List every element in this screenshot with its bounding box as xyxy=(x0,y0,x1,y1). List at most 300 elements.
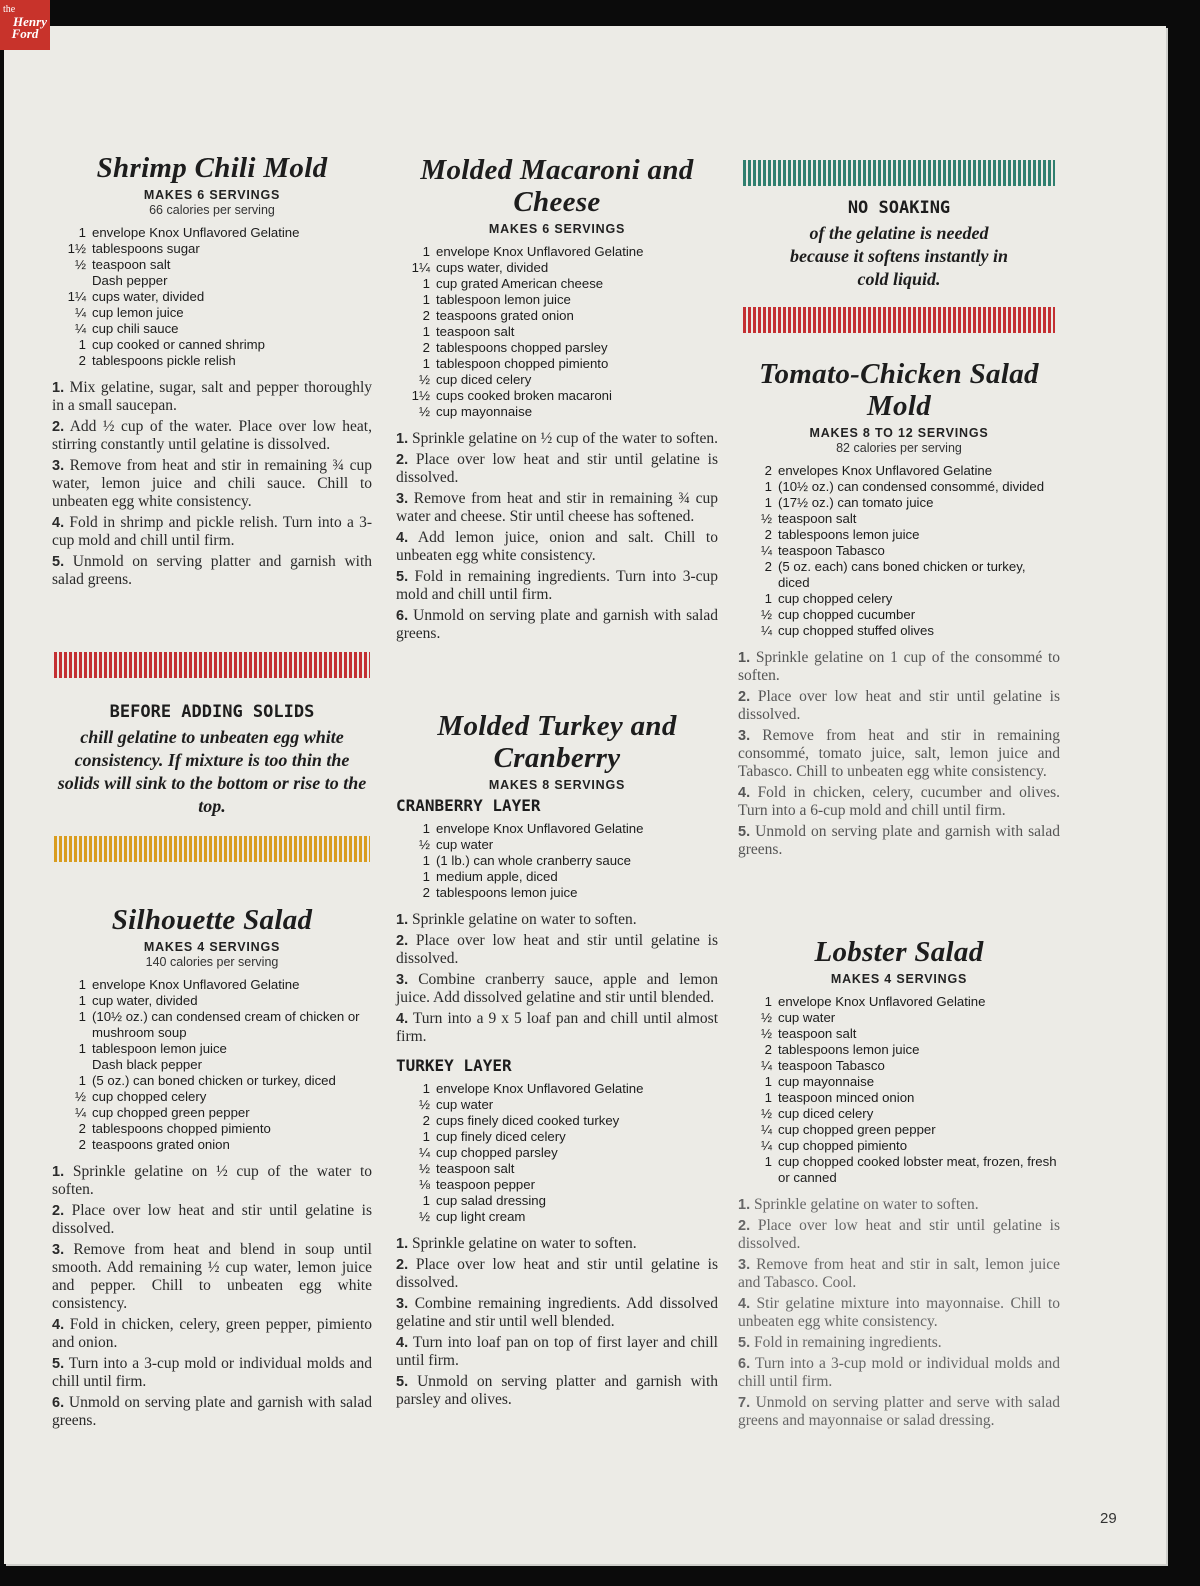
recipe-lobster-salad xyxy=(738,936,1060,1433)
instruction-step xyxy=(396,1235,718,1253)
instruction-step xyxy=(52,514,372,550)
calories-label: 82 calories per serving xyxy=(836,441,962,455)
page-number: 29 xyxy=(1100,1510,1117,1527)
step-number: 4. xyxy=(52,515,65,531)
instruction-step xyxy=(738,688,1060,724)
instruction-step xyxy=(738,1355,1060,1391)
ingredient-row xyxy=(52,353,372,369)
step-text: Sprinkle gelatine on water to soften. xyxy=(411,911,637,928)
ingredient-quantity: 1 xyxy=(78,1073,86,1088)
ingredient-quantity: 2 xyxy=(78,1137,86,1152)
ingredient-quantity: ¼ xyxy=(761,1122,772,1137)
servings-label: MAKES 6 SERVINGS xyxy=(143,188,281,202)
step-text: Remove from heat and blend in soup until smooth. Add remaining ½ cup water, lemon juice and pepper. Chill to unbeaten egg white consistency. xyxy=(52,1241,372,1312)
ingredient-text: (5 oz.) can boned chicken or turkey, diced xyxy=(92,1073,336,1088)
ingredient-quantity: ½ xyxy=(761,511,772,526)
ingredient-row xyxy=(396,837,718,853)
step-text: Combine remaining ingredients. Add dissolved gelatine and stir until well blended. xyxy=(396,1295,718,1330)
ingredient-row xyxy=(52,1121,372,1137)
ingredient-quantity: 1¼ xyxy=(67,289,86,304)
ingredient-row xyxy=(738,1042,1060,1058)
recipe-title: Shrimp Chili Mold xyxy=(96,152,328,184)
layer-heading: CRANBERRY LAYER xyxy=(396,796,541,815)
step-number: 2. xyxy=(738,689,751,705)
ingredient-row xyxy=(396,1113,718,1129)
step-list xyxy=(52,379,372,589)
recipe-title: Molded Turkey and Cranberry xyxy=(437,710,677,774)
instruction-step xyxy=(396,529,718,565)
step-text: Combine cranberry sauce, apple and lemon juice. Add dissolved gelatine and stir until blended. xyxy=(396,971,718,1006)
servings-label: MAKES 8 TO 12 SERVINGS xyxy=(809,426,989,440)
servings-label: MAKES 8 SERVINGS xyxy=(488,778,626,792)
ingredient-text: tablespoons lemon juice xyxy=(778,527,920,542)
ingredient-row xyxy=(396,356,718,372)
instruction-step xyxy=(396,911,718,929)
step-text: Remove from heat and stir in remaining ¾ cup water, lemon juice and chili sauce. Chill to unbeaten egg white consistency. xyxy=(52,457,372,510)
ingredient-quantity: 1 xyxy=(764,591,772,606)
step-text: Fold in remaining ingredients. xyxy=(753,1334,942,1351)
ingredient-quantity: 1 xyxy=(764,1154,772,1169)
step-text: Turn into loaf pan on top of first layer and chill until firm. xyxy=(396,1334,718,1369)
step-text: Unmold on serving platter and garnish with parsley and olives. xyxy=(396,1373,719,1408)
ingredient-text: (17½ oz.) can tomato juice xyxy=(778,495,934,510)
ingredient-row xyxy=(396,260,718,276)
step-number: 6. xyxy=(396,608,409,624)
ingredient-text: medium apple, diced xyxy=(436,869,558,884)
ingredient-quantity: ½ xyxy=(75,1089,86,1104)
instruction-step xyxy=(738,727,1060,781)
ingredient-text: cup chopped pimiento xyxy=(778,1138,908,1153)
step-number: 3. xyxy=(396,1296,409,1312)
ingredient-list xyxy=(52,977,372,1153)
ingredient-text: teaspoon Tabasco xyxy=(778,1058,885,1073)
recipe-shrimp-chili-mold xyxy=(52,152,372,592)
step-text: Place over low heat and stir until gelatine is dissolved. xyxy=(396,451,718,486)
ingredient-row xyxy=(396,308,718,324)
ingredient-row xyxy=(738,1106,1060,1122)
ingredient-text: (10½ oz.) can condensed consommé, divided xyxy=(778,479,1045,494)
step-number: 4. xyxy=(396,1011,409,1027)
step-number: 6. xyxy=(738,1356,751,1372)
ingredient-quantity: 1 xyxy=(764,479,772,494)
step-text: Add lemon juice, onion and salt. Chill to unbeaten egg white consistency. xyxy=(396,529,718,564)
tip-heading: NO SOAKING xyxy=(847,198,951,218)
step-number: 5. xyxy=(52,1356,65,1372)
step-text: Sprinkle gelatine on 1 cup of the consommé to soften. xyxy=(738,649,1061,684)
step-number: 1. xyxy=(52,1164,65,1180)
step-number: 1. xyxy=(396,431,409,447)
step-list xyxy=(396,1235,718,1409)
step-number: 1. xyxy=(738,650,751,666)
logo-line: the xyxy=(3,4,16,15)
ingredient-row xyxy=(396,1097,718,1113)
instruction-step xyxy=(396,490,718,526)
ingredient-text: (5 oz. each) cans boned chicken or turkey, diced xyxy=(778,559,1026,590)
servings-label: MAKES 6 SERVINGS xyxy=(488,222,626,236)
ingredient-row xyxy=(738,463,1060,479)
ingredient-row xyxy=(52,1057,372,1073)
calories-label: 140 calories per serving xyxy=(145,955,279,969)
ingredient-quantity: ¼ xyxy=(75,1105,86,1120)
ingredient-text: envelope Knox Unflavored Gelatine xyxy=(92,225,300,240)
ingredient-list xyxy=(52,225,372,369)
ingredient-text: cup lemon juice xyxy=(92,305,184,320)
ingredient-text: cups cooked broken macaroni xyxy=(436,388,612,403)
ingredient-quantity: 1 xyxy=(78,1009,86,1024)
ingredient-text: cup diced celery xyxy=(436,372,532,387)
instruction-step xyxy=(52,1355,372,1391)
henry-ford-logo xyxy=(0,0,50,50)
instruction-step xyxy=(738,1394,1060,1430)
ingredient-list xyxy=(738,463,1060,639)
step-text: Sprinkle gelatine on water to soften. xyxy=(753,1196,979,1213)
ingredient-row xyxy=(396,1145,718,1161)
step-number: 4. xyxy=(396,530,409,546)
instruction-step xyxy=(52,1316,372,1352)
ingredient-quantity: ½ xyxy=(419,1097,430,1112)
ingredient-quantity: 1 xyxy=(422,1129,430,1144)
recipe-title: Silhouette Salad xyxy=(111,904,313,936)
ingredient-row xyxy=(396,244,718,260)
instruction-step xyxy=(52,379,372,415)
ingredient-row xyxy=(396,853,718,869)
ingredient-row xyxy=(396,1209,718,1225)
instruction-step xyxy=(738,649,1060,685)
recipe-title: Molded Macaroni and Cheese xyxy=(420,154,694,218)
instruction-step xyxy=(396,1010,718,1046)
ingredient-text: teaspoon Tabasco xyxy=(778,543,885,558)
tip-before-adding-solids xyxy=(52,652,372,862)
step-number: 3. xyxy=(52,1242,65,1258)
step-number: 5. xyxy=(738,824,751,840)
ingredient-row xyxy=(738,1154,1060,1186)
step-number: 4. xyxy=(738,1296,751,1312)
red-stripe-band xyxy=(54,652,370,678)
tip-text: chill gelatine to unbeaten egg white consistency. If mixture is too thin the solids will sink to the bottom or rise to the top. xyxy=(57,727,367,816)
ingredient-quantity: ½ xyxy=(75,257,86,272)
ingredient-list xyxy=(396,821,718,901)
step-text: Fold in remaining ingredients. Turn into 3-cup mold and chill until firm. xyxy=(396,568,719,603)
ingredient-text: cup mayonnaise xyxy=(778,1074,875,1089)
tip-text: of the gelatine is needed because it softens instantly in cold liquid. xyxy=(789,223,1009,289)
ingredient-row xyxy=(738,607,1060,623)
ingredient-text: tablespoon chopped pimiento xyxy=(436,356,609,371)
ingredient-quantity: ½ xyxy=(419,1161,430,1176)
ingredient-row xyxy=(52,1089,372,1105)
ingredient-quantity: ¼ xyxy=(75,321,86,336)
step-text: Fold in shrimp and pickle relish. Turn into a 3-cup mold and chill until firm. xyxy=(52,514,373,549)
ingredient-text: teaspoon salt xyxy=(436,1161,515,1176)
ingredient-quantity: ½ xyxy=(419,404,430,419)
step-text: Turn into a 9 x 5 loaf pan and chill until almost firm. xyxy=(396,1010,718,1045)
step-number: 4. xyxy=(738,785,751,801)
ingredient-list xyxy=(738,994,1060,1186)
ingredient-text: tablespoons chopped parsley xyxy=(436,340,608,355)
ingredient-quantity: ½ xyxy=(761,1026,772,1041)
recipe-title: Tomato-Chicken Salad Mold xyxy=(759,358,1039,422)
instruction-step xyxy=(396,568,718,604)
ingredient-quantity: 1½ xyxy=(67,241,86,256)
ingredient-list xyxy=(396,1081,718,1225)
ingredient-text: cup finely diced celery xyxy=(436,1129,566,1144)
ingredient-text: cup mayonnaise xyxy=(436,404,533,419)
ingredient-quantity xyxy=(52,273,92,289)
ingredient-quantity: ½ xyxy=(419,1209,430,1224)
ingredient-row xyxy=(396,324,718,340)
ingredient-row xyxy=(52,321,372,337)
ingredient-row xyxy=(396,1129,718,1145)
ingredient-row xyxy=(396,372,718,388)
ingredient-row xyxy=(738,591,1060,607)
ingredient-row xyxy=(396,1081,718,1097)
instruction-step xyxy=(52,457,372,511)
ingredient-row xyxy=(396,340,718,356)
ingredient-text: cup chopped celery xyxy=(92,1089,207,1104)
ingredient-text: cup chopped cooked lobster meat, frozen, fresh or canned xyxy=(778,1154,1057,1185)
step-text: Turn into a 3-cup mold or individual molds and chill until firm. xyxy=(52,1355,372,1390)
ingredient-quantity: 1 xyxy=(422,244,430,259)
ingredient-quantity: 1½ xyxy=(411,388,430,403)
step-text: Place over low heat and stir until gelatine is dissolved. xyxy=(738,1217,1060,1252)
ingredient-text: (10½ oz.) can condensed cream of chicken or mushroom soup xyxy=(92,1009,360,1040)
ingredient-row xyxy=(52,289,372,305)
step-number: 4. xyxy=(396,1335,409,1351)
recipe-molded-turkey-cranberry xyxy=(396,710,718,1412)
ingredient-text: cup light cream xyxy=(436,1209,526,1224)
step-number: 2. xyxy=(738,1218,751,1234)
instruction-step xyxy=(396,1334,718,1370)
ingredient-text: envelope Knox Unflavored Gelatine xyxy=(436,244,644,259)
ingredient-quantity: 1 xyxy=(422,1193,430,1208)
instruction-step xyxy=(52,418,372,454)
ingredient-quantity: 1 xyxy=(78,225,86,240)
step-text: Sprinkle gelatine on water to soften. xyxy=(411,1235,637,1252)
ingredient-text: cups finely diced cooked turkey xyxy=(436,1113,620,1128)
ingredient-row xyxy=(738,1058,1060,1074)
instruction-step xyxy=(738,1295,1060,1331)
ingredient-text: cup chopped green pepper xyxy=(92,1105,250,1120)
step-text: Unmold on serving platter and serve with salad greens and mayonnaise or salad dressing. xyxy=(738,1394,1061,1429)
step-number: 5. xyxy=(396,569,409,585)
red-stripe-band xyxy=(743,307,1055,333)
ingredient-text: tablespoons lemon juice xyxy=(436,885,578,900)
instruction-step xyxy=(738,1256,1060,1292)
ingredient-text: teaspoon salt xyxy=(92,257,171,272)
ingredient-text: cup diced celery xyxy=(778,1106,874,1121)
ingredient-quantity: 1 xyxy=(764,495,772,510)
step-text: Turn into a 3-cup mold or individual molds and chill until firm. xyxy=(738,1355,1060,1390)
instruction-step xyxy=(396,451,718,487)
ingredient-text: cup chopped green pepper xyxy=(778,1122,936,1137)
ingredient-row xyxy=(396,821,718,837)
ingredient-row xyxy=(738,559,1060,591)
ingredient-text: cups water, divided xyxy=(436,260,549,275)
ingredient-quantity: 1 xyxy=(78,993,86,1008)
calories-label: 66 calories per serving xyxy=(149,203,275,217)
step-number: 1. xyxy=(738,1197,751,1213)
ingredient-quantity: ⅛ xyxy=(419,1177,430,1192)
instruction-step xyxy=(52,1202,372,1238)
step-text: Remove from heat and stir in salt, lemon juice and Tabasco. Cool. xyxy=(738,1256,1061,1291)
step-text: Place over low heat and stir until gelatine is dissolved. xyxy=(52,1202,372,1237)
ingredient-text: tablespoon lemon juice xyxy=(436,292,571,307)
step-number: 6. xyxy=(52,1395,65,1411)
ingredient-row xyxy=(738,495,1060,511)
step-number: 2. xyxy=(396,1257,409,1273)
ingredient-quantity: 1 xyxy=(422,324,430,339)
ingredient-text: Dash black pepper xyxy=(92,1057,202,1072)
ingredient-text: teaspoons grated onion xyxy=(92,1137,230,1152)
ingredient-quantity: 2 xyxy=(422,885,430,900)
recipe-molded-macaroni xyxy=(396,154,718,646)
instruction-step xyxy=(738,823,1060,859)
ingredient-text: cup salad dressing xyxy=(436,1193,546,1208)
step-list xyxy=(738,649,1060,859)
ingredient-text: tablespoons chopped pimiento xyxy=(92,1121,271,1136)
step-text: Sprinkle gelatine on ½ cup of the water to soften. xyxy=(52,1163,373,1198)
ingredient-text: envelopes Knox Unflavored Gelatine xyxy=(778,463,993,478)
ingredient-quantity: 1 xyxy=(764,994,772,1009)
ingredient-list xyxy=(396,244,718,420)
servings-label: MAKES 4 SERVINGS xyxy=(830,972,968,986)
ingredient-text: teaspoon minced onion xyxy=(778,1090,915,1105)
step-number: 7. xyxy=(738,1395,751,1411)
step-number: 3. xyxy=(738,728,751,744)
ingredient-row xyxy=(396,404,718,420)
ingredient-text: tablespoons sugar xyxy=(92,241,200,256)
instruction-step xyxy=(738,1196,1060,1214)
ingredient-row xyxy=(52,1041,372,1057)
ingredient-quantity: ½ xyxy=(419,837,430,852)
ingredient-quantity: ¼ xyxy=(761,1138,772,1153)
ingredient-row xyxy=(738,479,1060,495)
step-text: Fold in chicken, celery, cucumber and olives. Turn into a 6-cup mold and chill until firm. xyxy=(738,784,1060,819)
servings-label: MAKES 4 SERVINGS xyxy=(143,940,281,954)
tip-heading: BEFORE ADDING SOLIDS xyxy=(109,702,315,722)
ingredient-quantity: ½ xyxy=(419,372,430,387)
ingredient-quantity: 1 xyxy=(764,1090,772,1105)
ingredient-row xyxy=(52,977,372,993)
step-number: 1. xyxy=(396,1236,409,1252)
step-number: 3. xyxy=(738,1257,751,1273)
instruction-step xyxy=(396,1295,718,1331)
step-number: 2. xyxy=(396,933,409,949)
ingredient-text: cup cooked or canned shrimp xyxy=(92,337,266,352)
step-number: 4. xyxy=(52,1317,65,1333)
step-text: Place over low heat and stir until gelatine is dissolved. xyxy=(738,688,1060,723)
ingredient-quantity: 1 xyxy=(764,1074,772,1089)
step-text: Add ½ cup of the water. Place over low heat, stirring constantly until gelatine is dissolved. xyxy=(52,418,372,453)
step-text: Unmold on serving plate and garnish with salad greens. xyxy=(738,823,1060,858)
instruction-step xyxy=(396,1256,718,1292)
ingredient-quantity: ¼ xyxy=(419,1145,430,1160)
ingredient-row xyxy=(738,1010,1060,1026)
recipe-silhouette-salad xyxy=(52,904,372,1433)
instruction-step xyxy=(52,1394,372,1430)
ingredient-quantity: 1 xyxy=(422,869,430,884)
ingredient-row xyxy=(738,1074,1060,1090)
cookbook-page xyxy=(4,26,1166,1564)
ingredient-row xyxy=(52,993,372,1009)
ingredient-row xyxy=(52,305,372,321)
ingredient-quantity: 2 xyxy=(78,1121,86,1136)
ingredient-quantity: 1 xyxy=(422,276,430,291)
ingredient-row xyxy=(738,1026,1060,1042)
recipe-tomato-chicken-salad-mold xyxy=(738,358,1060,862)
step-list xyxy=(396,430,718,643)
ingredient-quantity: 1¼ xyxy=(411,260,430,275)
ingredient-quantity: 1 xyxy=(422,292,430,307)
step-number: 1. xyxy=(396,912,409,928)
ingredient-row xyxy=(52,1105,372,1121)
ingredient-row xyxy=(396,1193,718,1209)
teal-stripe-band xyxy=(743,160,1055,186)
ingredient-text: envelope Knox Unflavored Gelatine xyxy=(92,977,300,992)
step-text: Stir gelatine mixture into mayonnaise. Chill to unbeaten egg white consistency. xyxy=(738,1295,1061,1330)
ingredient-row xyxy=(396,388,718,404)
step-number: 5. xyxy=(396,1374,409,1390)
instruction-step xyxy=(396,430,718,448)
ingredient-text: (1 lb.) can whole cranberry sauce xyxy=(436,853,631,868)
ingredient-row xyxy=(738,1090,1060,1106)
instruction-step xyxy=(396,1373,718,1409)
step-text: Unmold on serving plate and garnish with salad greens. xyxy=(396,607,718,642)
tip-no-soaking xyxy=(738,160,1060,333)
step-text: Unmold on serving plate and garnish with salad greens. xyxy=(52,1394,372,1429)
instruction-step xyxy=(738,784,1060,820)
yellow-stripe-band xyxy=(54,836,370,862)
ingredient-quantity: 2 xyxy=(78,353,86,368)
ingredient-quantity: ½ xyxy=(761,607,772,622)
ingredient-text: cup water xyxy=(778,1010,836,1025)
ingredient-quantity: 2 xyxy=(764,527,772,542)
step-text: Fold in chicken, celery, green pepper, pimiento and onion. xyxy=(52,1316,373,1351)
ingredient-quantity: ¼ xyxy=(761,543,772,558)
logo-line: Ford xyxy=(11,26,39,41)
ingredient-quantity: ½ xyxy=(761,1010,772,1025)
step-text: Mix gelatine, sugar, salt and pepper thoroughly in a small saucepan. xyxy=(52,379,373,414)
ingredient-quantity: 1 xyxy=(422,853,430,868)
ingredient-row xyxy=(396,1161,718,1177)
ingredient-row xyxy=(738,527,1060,543)
ingredient-quantity: 2 xyxy=(422,340,430,355)
step-list xyxy=(396,911,718,1046)
step-number: 5. xyxy=(738,1335,751,1351)
step-text: Remove from heat and stir in remaining ¾ cup water and cheese. Stir until cheese has softened. xyxy=(396,490,719,525)
ingredient-text: Dash pepper xyxy=(92,273,168,288)
step-number: 2. xyxy=(52,1203,65,1219)
step-text: Place over low heat and stir until gelatine is dissolved. xyxy=(396,1256,718,1291)
ingredient-quantity: ¼ xyxy=(75,305,86,320)
step-number: 2. xyxy=(396,452,409,468)
ingredient-row xyxy=(52,1009,372,1041)
ingredient-quantity: 2 xyxy=(422,308,430,323)
ingredient-row xyxy=(396,869,718,885)
ingredient-quantity xyxy=(52,1057,92,1073)
instruction-step xyxy=(396,971,718,1007)
ingredient-text: cup water, divided xyxy=(92,993,198,1008)
ingredient-text: cup water xyxy=(436,1097,494,1112)
ingredient-row xyxy=(396,292,718,308)
ingredient-text: cup chopped stuffed olives xyxy=(778,623,934,638)
ingredient-row xyxy=(738,543,1060,559)
ingredient-row xyxy=(738,1122,1060,1138)
ingredient-quantity: 2 xyxy=(764,559,772,574)
ingredient-text: cup water xyxy=(436,837,494,852)
step-text: Unmold on serving platter and garnish with salad greens. xyxy=(52,553,372,588)
step-number: 3. xyxy=(52,458,65,474)
logo-line: Henry xyxy=(13,14,47,29)
